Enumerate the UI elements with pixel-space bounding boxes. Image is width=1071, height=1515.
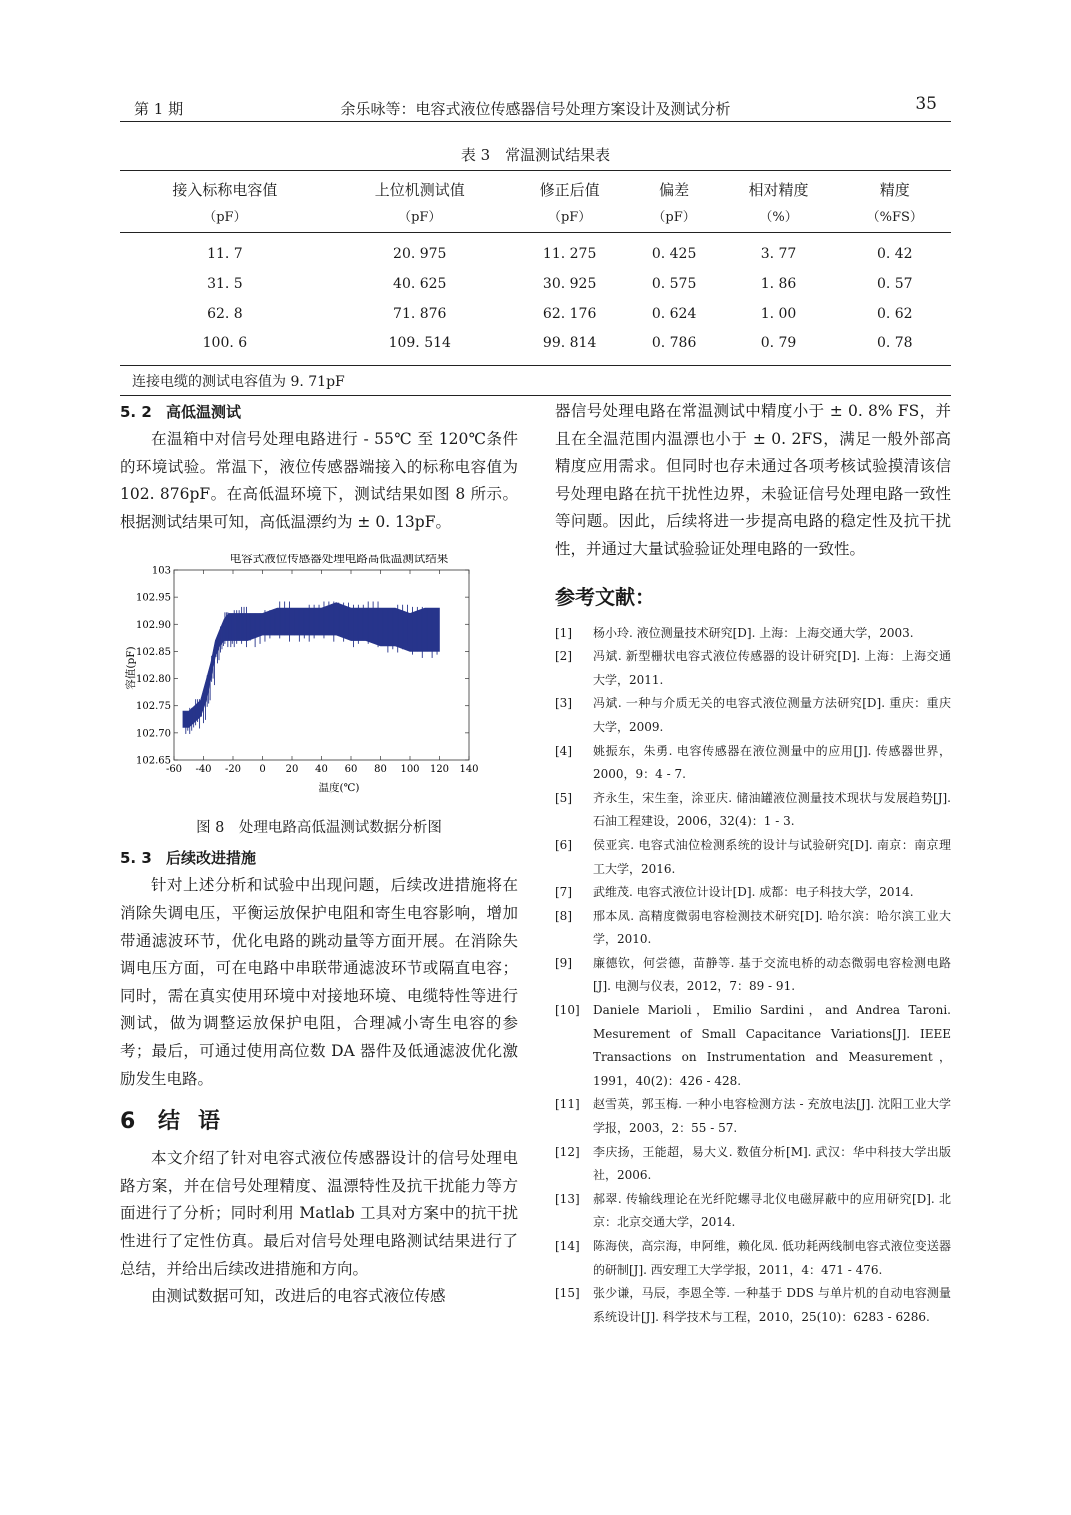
reference-number: [7] [555, 885, 572, 900]
reference-number: [8] [555, 908, 572, 923]
table-cell: 99. 814 [542, 335, 597, 352]
table-unit-cell: （pF） [120, 203, 330, 233]
table-header-cell: 接入标称电容值 [120, 171, 330, 203]
running-header [120, 96, 951, 122]
table-cell: 0. 575 [651, 275, 697, 292]
chart-x-tick-label: 40 [315, 764, 328, 776]
references-heading: 参考文献： [555, 584, 655, 609]
table-cell: 1. 86 [760, 275, 797, 292]
table-cell: 0. 78 [876, 335, 913, 352]
reference-number: [11] [555, 1097, 580, 1112]
table-header-cell: 相对精度 [719, 171, 839, 203]
reference-item [555, 881, 951, 905]
table-row [120, 233, 951, 269]
figure-8-chart [120, 554, 518, 810]
table-cell: 71. 876 [393, 306, 447, 323]
table-header-cell: 上位机测试值 [330, 171, 510, 203]
reference-text: 邢本凤. 高精度微弱电容检测技术研究[D]. 哈尔滨：哈尔滨工业大学，2010. [593, 908, 951, 947]
table-cell: 100. 6 [202, 335, 248, 352]
chart-x-tick-label: 80 [374, 764, 387, 776]
reference-number: [9] [555, 955, 572, 970]
chart-y-tick-label: 102.70 [136, 728, 171, 740]
chart-plot-area [136, 566, 479, 776]
chart-x-tick-label: 60 [344, 764, 358, 776]
table-cell: 62. 8 [207, 306, 243, 323]
reference-item [555, 692, 951, 739]
section-5-2-heading [120, 398, 518, 426]
section-title: 结语 [158, 1109, 239, 1135]
section-5-3-paragraph: 针对上述分析和试验中出现问题，后续改进措施将在消除失调电压，平衡运放保护电阻和寄生电容影响，增加带通滤波环节，优化电路的跳动量等方面开展。在消除失调电压方面，可在电路中串联带通滤波环节或隔直电容；同时，需在真实使用环境中对接地环境、电缆特性等进行测试，做为调整运放保护电阻，合理减小寄生电容的参考；最后，可通过使用高位数 DA 器件及低通滤波优化激励发生电路。 [120, 876, 518, 1088]
table-cell: 0. 786 [651, 335, 697, 352]
table-cell: 0. 79 [760, 335, 797, 352]
chart-svg [120, 554, 518, 810]
table-note-row [120, 366, 951, 396]
reference-number: [2] [555, 649, 572, 664]
reference-item [555, 645, 951, 692]
chart-y-axis-label: 容值(pF) [125, 646, 137, 690]
reference-text: 侯亚宾. 电容式油位检测系统的设计与试验研究[D]. 南京：南京理工大学，2016. [593, 837, 951, 876]
reference-number: [13] [555, 1191, 580, 1206]
chart-x-tick-label: -20 [224, 764, 242, 776]
right-column [555, 398, 951, 1329]
reference-number: [12] [555, 1144, 580, 1159]
reference-text: 陈海侠，高宗海，申阿维，赖化凤. 低功耗两线制电容式液位变送器的研制[J]. 西安理工大学学报，2011，4：471 - 476. [593, 1239, 951, 1277]
reference-item [555, 740, 951, 787]
chart-x-tick-label: 20 [285, 764, 299, 776]
reference-item [555, 787, 951, 834]
section-number: 5. 2 [120, 403, 152, 421]
reference-item [555, 1141, 951, 1188]
reference-text: 姚振东，朱勇. 电容传感器在液位测量中的应用[J]. 传感器世界，2000，9：4 - 7. [593, 743, 951, 782]
table-unit-row [120, 203, 951, 233]
results-table [120, 170, 951, 396]
reference-item [555, 622, 951, 646]
reference-number: [10] [555, 1003, 580, 1018]
reference-number: [5] [555, 790, 572, 805]
reference-item [555, 1093, 951, 1140]
table-unit-cell: （pF） [330, 203, 510, 233]
chart-y-tick-label: 103 [151, 565, 171, 577]
reference-text: 廉德钦，何尝德，苗静等. 基于交流电桥的动态微弱电容检测电路[J]. 电测与仪表，2012，7：89 - 91. [593, 955, 951, 994]
table-cell: 109. 514 [388, 335, 451, 352]
reference-text: Daniele Marioli，Emilio Sardini，and Andrea Taroni. Mesurement of Small Capacitance Variations[J]. IEEE Transactions on Instrumentation and Measurement，1991，40(2)：426 - 428. [593, 1003, 951, 1088]
section-title: 高低温测试 [166, 403, 242, 421]
table-unit-cell: （%） [719, 203, 839, 233]
reference-text: 赵雪英，郭玉梅. 一种小电容检测方法 - 充放电法[J]. 沈阳工业大学学报，2003，2：55 - 57. [593, 1097, 951, 1136]
conclusion-paragraph-2-continued: 器信号处理电路在常温测试中精度小于 ± 0. 8% FS，并且在全温范围内温漂也小于 ± 0. 2FS，满足一般外部高精度应用需求。但同时也存未通过各项考核试验摸清该信号处理电路在抗干扰性边界，未验证信号处理电路一致性等问题。因此，后续将进一步提高电路的稳定性及抗干扰性，并通过大量试验验证处理电路的一致性。 [555, 402, 951, 558]
reference-number: [1] [555, 625, 572, 640]
table-header-cell: 修正后值 [510, 171, 630, 203]
conclusion-paragraph-2: 由测试数据可知，改进后的电容式液位传感 [151, 1287, 446, 1306]
table-unit-cell: （pF） [510, 203, 630, 233]
table-row [120, 269, 951, 300]
chart-x-tick-label: 120 [429, 764, 450, 776]
reference-number: [3] [555, 696, 572, 711]
table-cell: 0. 42 [876, 245, 913, 262]
reference-item [555, 1188, 951, 1235]
chart-x-axis-label: 温度(℃) [318, 782, 360, 795]
table-cell: 0. 57 [876, 275, 913, 292]
conclusion-paragraph-1: 本文介绍了针对电容式液位传感器设计的信号处理电路方案，并在信号处理精度、温漂特性及抗干扰能力等方面进行了分析；同时利用 Matlab 工具对方案中的抗干扰性进行了定性仿真。最后对信号处理电路测试结果进行了总结，并给出后续改进措施和方向。 [120, 1149, 518, 1278]
chart-x-tick-label: -60 [165, 764, 183, 776]
chart-axes-box [174, 570, 469, 760]
table-row [120, 299, 951, 330]
table-note: 连接电缆的测试电容值为 9. 71pF [120, 366, 951, 396]
section-number: 6 [120, 1109, 136, 1135]
reference-text: 李庆扬，王能超，易大义. 数值分析[M]. 武汉：华中科技大学出版社，2006. [593, 1144, 951, 1183]
reference-number: [6] [555, 837, 572, 852]
reference-item [555, 1282, 951, 1329]
section-5-3-heading [120, 844, 518, 872]
table-cell: 0. 62 [876, 306, 913, 323]
chart-x-tick-label: 0 [259, 764, 266, 776]
reference-text: 杨小玲. 液位测量技术研究[D]. 上海：上海交通大学，2003. [593, 625, 914, 640]
table-cell: 0. 425 [651, 245, 697, 262]
table-cell: 1. 00 [760, 306, 797, 323]
chart-y-tick-label: 102.75 [136, 701, 171, 713]
issue-label: 第 1 期 [134, 100, 184, 118]
page-number: 35 [915, 94, 937, 114]
section-number: 5. 3 [120, 849, 152, 868]
chart-title: 电容式液位传感器处理电路高低温测试结果 [229, 554, 449, 566]
reference-number: [4] [555, 743, 572, 758]
table-header-row [120, 171, 951, 203]
table-cell: 31. 5 [207, 275, 243, 292]
left-column [120, 398, 518, 1311]
reference-text: 冯斌. 新型栅状电容式液位传感器的设计研究[D]. 上海：上海交通大学，2011. [593, 649, 951, 687]
table-header-cell: 偏差 [630, 171, 719, 203]
reference-text: 齐永生，宋生奎，涂亚庆. 储油罐液位测量技术现状与发展趋势[J]. 石油工程建设，2006，32(4)：1 - 3. [593, 790, 951, 829]
table-unit-cell: （%FS） [839, 203, 952, 233]
reference-item [555, 952, 951, 999]
section-title: 后续改进措施 [166, 849, 257, 868]
reference-item [555, 834, 951, 881]
figure-caption: 图 8 处理电路高低温测试数据分析图 [196, 820, 442, 837]
reference-item [555, 905, 951, 952]
reference-item [555, 1235, 951, 1282]
reference-text: 冯斌. 一种与介质无关的电容式液位测量方法研究[D]. 重庆：重庆大学，2009. [593, 696, 951, 734]
chart-y-tick-label: 102.95 [136, 593, 171, 605]
reference-text: 郝翠. 传输线理论在光纤陀螺寻北仪电磁屏蔽中的应用研究[D]. 北京：北京交通大学，2014. [593, 1191, 951, 1230]
chart-y-tick-label: 102.65 [136, 755, 171, 767]
table-cell: 20. 975 [393, 245, 447, 262]
chart-y-tick-label: 102.90 [136, 620, 171, 632]
table-header-cell: 精度 [839, 171, 952, 203]
section-6-heading [120, 1099, 518, 1145]
table-cell: 3. 77 [760, 245, 797, 262]
chart-x-tick-label: 100 [400, 764, 420, 776]
table-row [120, 330, 951, 366]
reference-number: [14] [555, 1239, 580, 1253]
chart-x-tick-label: 140 [459, 764, 479, 776]
table-cell: 30. 925 [542, 275, 597, 292]
table-cell: 11. 275 [542, 245, 597, 262]
running-title: 余乐咏等：电容式液位传感器信号处理方案设计及测试分析 [340, 100, 731, 118]
table-cell: 62. 176 [542, 306, 597, 323]
chart-y-tick-label: 102.85 [136, 647, 171, 659]
reference-item [555, 999, 951, 1093]
table-cell: 0. 624 [651, 306, 697, 323]
chart-x-tick-label: -40 [195, 764, 212, 776]
section-5-2-paragraph: 在温箱中对信号处理电路进行 - 55℃ 至 120℃条件的环境试验。常温下，液位传感器端接入的标称电容值为 102. 876pF。在高低温环境下，测试结果如图 8 所示。根据测试结果可知，高低温漂约为 ± 0. 13pF。 [120, 430, 518, 531]
table-cell: 40. 625 [393, 275, 447, 292]
table-unit-cell: （pF） [630, 203, 719, 233]
reference-list [555, 622, 951, 1330]
reference-text: 武维茂. 电容式液位计设计[D]. 成都：电子科技大学，2014. [593, 885, 914, 900]
reference-text: 张少谦，马辰，李恩全等. 一种基于 DDS 与单片机的自动电容测量系统设计[J]. 科学技术与工程，2010，25(10)：6283 - 6286. [593, 1286, 951, 1324]
table-caption: 表 3 常温测试结果表 [460, 146, 611, 164]
chart-y-tick-label: 102.80 [136, 674, 171, 686]
reference-number: [15] [555, 1286, 580, 1301]
table-cell: 11. 7 [207, 245, 243, 262]
